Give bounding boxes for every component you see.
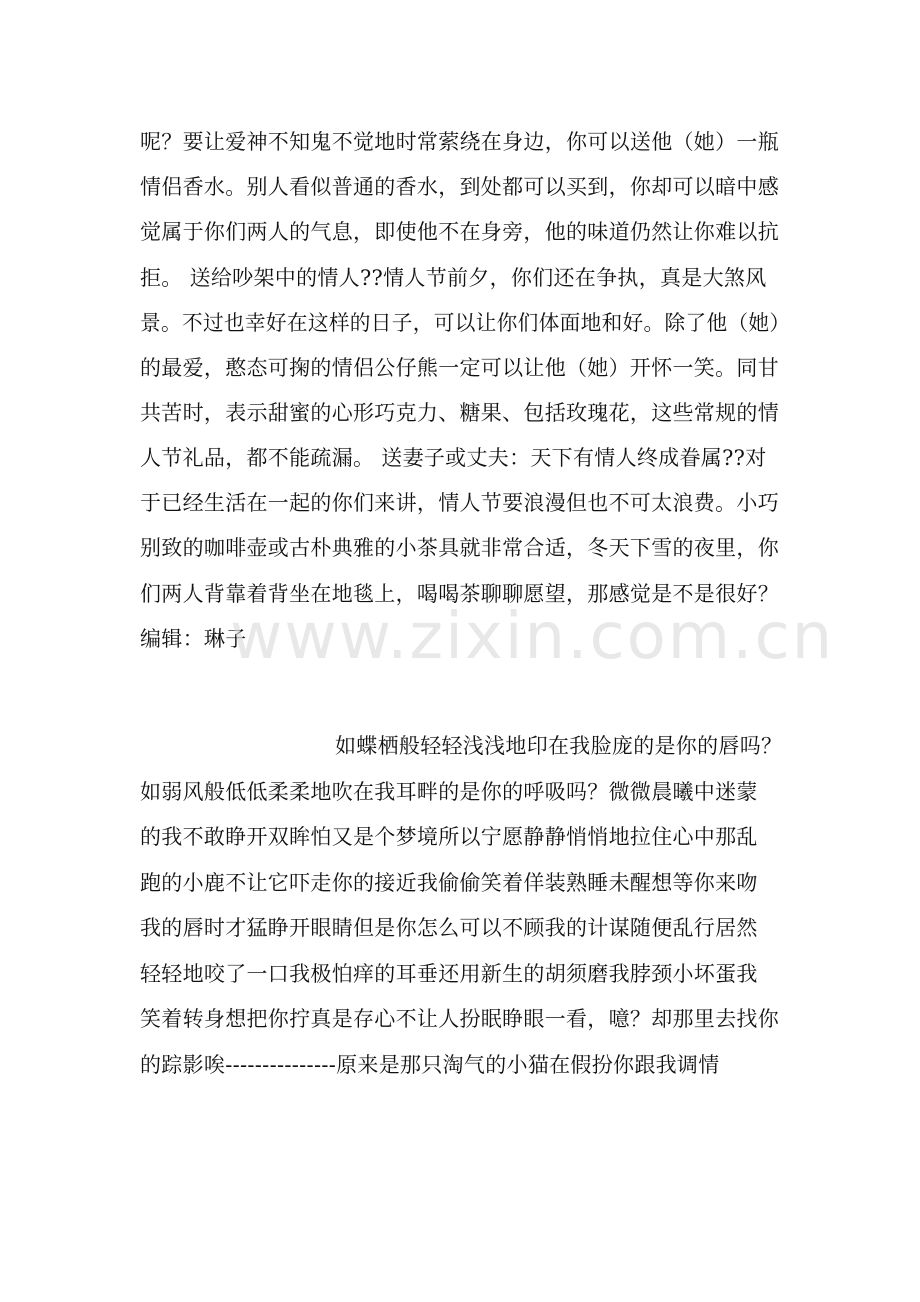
- watermark: www.zixin.com.cn: [230, 600, 835, 674]
- poem-line: 跑的小鹿不让它吓走你的接近我偷偷笑着佯装熟睡未醒想等你来吻: [140, 871, 758, 895]
- editor-credit: 编辑：琳子: [140, 627, 247, 651]
- poem-first-line: 如蝶栖般轻轻浅浅地印在我脸庞的是你的唇吗？: [335, 734, 783, 758]
- paragraph-line: 别致的咖啡壶或古朴典雅的小茶具就非常合适，冬天下雪的夜里，你: [140, 536, 779, 560]
- paragraph-line: 情侣香水。别人看似普通的香水，到处都可以买到，你却可以暗中感: [140, 175, 779, 199]
- paragraph-line: 拒。 送给吵架中的情人??情人节前夕，你们还在争执，真是大煞风: [140, 266, 767, 290]
- paragraph-line: 呢？要让爱神不知鬼不觉地时常萦绕在身边，你可以送他（她）一瓶: [140, 130, 779, 154]
- paragraph-line: 人节礼品，都不能疏漏。 送妻子或丈夫：天下有情人终成眷属??对: [140, 446, 767, 470]
- paragraph-line: 们两人背靠着背坐在地毯上，喝喝茶聊聊愿望，那感觉是不是很好？: [140, 582, 779, 606]
- paragraph-line: 于已经生活在一起的你们来讲，情人节要浪漫但也不可太浪费。小巧: [140, 491, 779, 515]
- poem-line: 的我不敢睁开双眸怕又是个梦境所以宁愿静静悄悄地拉住心中那乱: [140, 825, 758, 849]
- paragraph-line: 共苦时，表示甜蜜的心形巧克力、糖果、包括玫瑰花，这些常规的情: [140, 401, 779, 425]
- poem-line: 我的唇时才猛睁开眼睛但是你怎么可以不顾我的计谋随便乱行居然: [140, 916, 758, 940]
- poem-line: 轻轻地咬了一口我极怕痒的耳垂还用新生的胡须磨我脖颈小坏蛋我: [140, 962, 758, 986]
- poem-line: 如弱风般低低柔柔地吹在我耳畔的是你的呼吸吗？微微晨曦中迷蒙: [140, 780, 758, 804]
- paragraph-line: 觉属于你们两人的气息，即使他不在身旁，他的味道仍然让你难以抗: [140, 220, 779, 244]
- paragraph-line: 景。不过也幸好在这样的日子，可以让你们体面地和好。除了他（她）: [140, 311, 791, 335]
- poem-line: 笑着转身想把你拧真是存心不让人扮眠睁眼一看，噫？却那里去找你: [140, 1007, 779, 1031]
- poem-line: 的踪影唉---------------原来是那只淘气的小猫在假扮你跟我调情: [140, 1053, 720, 1077]
- paragraph-line: 的最爱，憨态可掬的情侣公仔熊一定可以让他（她）开怀一笑。同甘: [140, 356, 779, 380]
